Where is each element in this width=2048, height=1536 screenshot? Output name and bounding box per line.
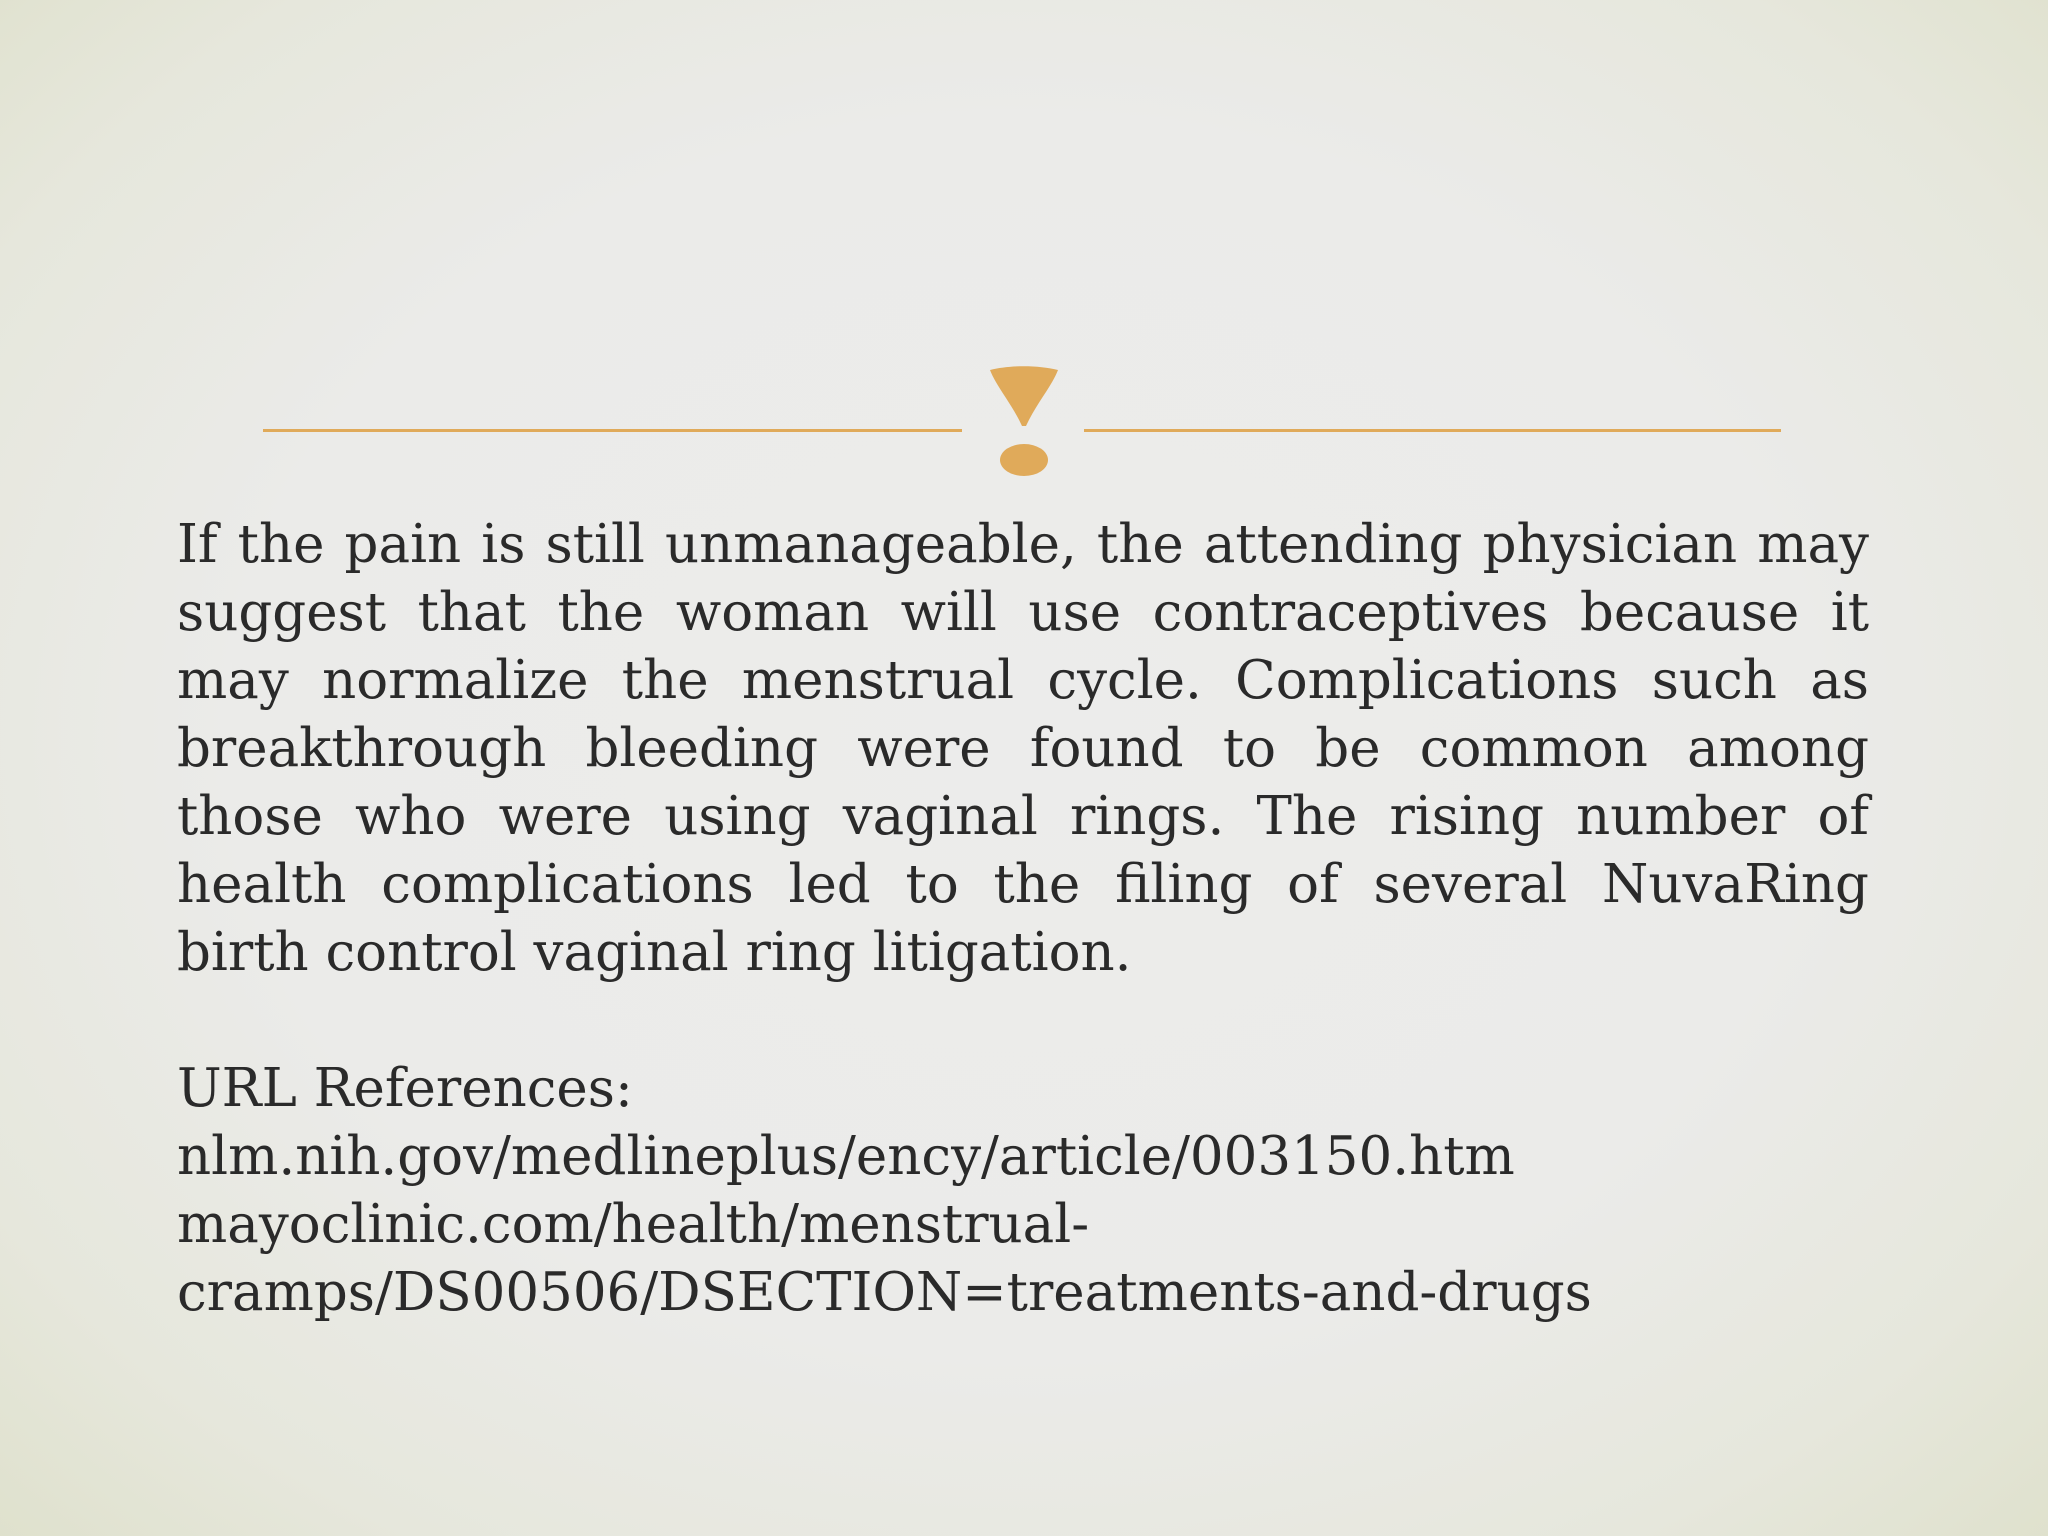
reference-line-3: cramps/DS00506/DSECTION=treatments-and-drugs <box>177 1262 1592 1323</box>
body-paragraph: If the pain is still unmanageable, the attending physician may suggest that the woman will use contraceptives because it may normalize the menstrual cycle. Complications such as breakthrough bleeding were found to be common among those who were using vaginal rings. The rising number of health complications led to the filing of several NuvaRing birth control vaginal ring litigation. <box>177 514 1869 983</box>
divider-line-right <box>1084 429 1781 432</box>
slide-body <box>177 511 1869 1327</box>
reference-line-2: mayoclinic.com/health/menstrual- <box>177 1194 1090 1255</box>
divider-line-left <box>263 429 962 432</box>
reference-line-1: nlm.nih.gov/medlineplus/ency/article/003150.htm <box>177 1126 1515 1187</box>
references-block <box>177 1055 1869 1327</box>
references-heading: URL References: <box>177 1058 633 1119</box>
exclamation-ornament-icon <box>986 364 1062 480</box>
